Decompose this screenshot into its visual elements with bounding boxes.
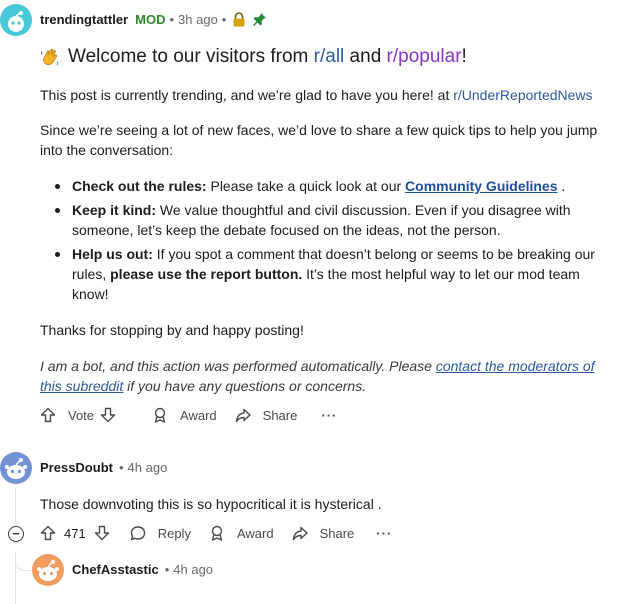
share-label: Share [262, 407, 298, 423]
tip-heading: Help us out: [72, 246, 153, 262]
waving-hand-icon [40, 47, 60, 67]
tip-text: If you spot a comment that doesn’t belong or seems to be breaking our rules, [72, 246, 595, 282]
more-icon: ··· [321, 407, 338, 423]
post-paragraph-1 [40, 85, 610, 105]
thread-line[interactable] [15, 488, 16, 522]
comment-text: Those downvoting this is so hypocritical it is hysterical . [40, 496, 382, 512]
avatar-chefasstastic[interactable] [32, 554, 64, 586]
subreddit-link-all[interactable]: r/all [313, 46, 345, 67]
upvote-icon[interactable] [40, 407, 62, 423]
separator-dot: • [118, 460, 124, 475]
post-author[interactable]: trendingtattler [40, 12, 129, 27]
comment-meta [72, 562, 213, 577]
pin-icon [252, 12, 267, 27]
avatar-trendingtattler[interactable] [0, 4, 32, 36]
award-button[interactable] [152, 407, 217, 423]
separator-dot: • [169, 12, 175, 27]
tip-text: We value thoughtful and civil discussion. Even if you disagree with someone, let’s keep the debate focused on the ideas, not the person. [72, 202, 571, 238]
bot-disclaimer [40, 356, 610, 396]
tip-emphasis: please use the report button. [110, 266, 303, 282]
list-item [72, 176, 612, 196]
award-icon [152, 407, 174, 423]
collapse-icon: − [12, 525, 20, 541]
vote-count: 471 [64, 525, 86, 541]
comment-time: 4h ago [173, 562, 214, 577]
bot-text-end: if you have any questions or concerns. [123, 378, 367, 394]
lock-icon [232, 12, 246, 27]
tips-list [72, 176, 612, 308]
post-title [40, 46, 467, 68]
list-item [72, 244, 612, 304]
downvote-icon[interactable] [100, 407, 122, 423]
comment-meta [40, 460, 167, 475]
paragraph-text: This post is currently trending, and we’re glad to have you here! at [40, 87, 454, 103]
reply-button[interactable] [130, 525, 191, 541]
mod-badge: MOD [135, 12, 166, 27]
share-icon [235, 407, 257, 423]
vote-group [40, 407, 122, 423]
tip-heading: Check out the rules: [72, 178, 207, 194]
subreddit-link-popular[interactable]: r/popular [386, 46, 462, 67]
post-paragraph-2: Since we’re seeing a lot of new faces, we’d love to share a few quick tips to help you jump into the conversation: [40, 122, 598, 158]
comment-author[interactable]: ChefAsstastic [72, 562, 159, 577]
title-and: and [344, 46, 387, 67]
contact-moderators-link[interactable]: contact the moderators of this subreddit [40, 358, 595, 394]
avatar-pressdoubt[interactable] [0, 452, 32, 484]
share-button[interactable] [292, 525, 355, 541]
comment-time: 4h ago [127, 460, 168, 475]
more-options-button[interactable] [376, 526, 392, 541]
comment-action-bar [40, 525, 410, 541]
post-time: 3h ago [178, 12, 218, 27]
post-thanks: Thanks for stopping by and happy posting! [40, 322, 304, 338]
bot-text: I am a bot, and this action was performed automatically. Please [40, 358, 436, 374]
award-icon [209, 525, 231, 541]
reply-icon [130, 525, 152, 541]
subreddit-link-underreportednews[interactable]: r/UnderReportedNews [453, 87, 593, 103]
list-item [72, 200, 612, 240]
award-label: Award [236, 525, 274, 541]
reply-label: Reply [157, 525, 191, 541]
more-icon: ··· [376, 525, 393, 541]
tip-text-end: . [557, 178, 566, 194]
comment-author[interactable]: PressDoubt [40, 460, 113, 475]
award-button[interactable] [209, 525, 274, 541]
post-action-bar [40, 407, 355, 423]
tip-heading: Keep it kind: [72, 202, 157, 218]
more-options-button[interactable] [321, 408, 337, 423]
award-label: Award [180, 407, 217, 423]
title-suffix: ! [461, 46, 467, 67]
share-label: Share [319, 525, 355, 541]
upvote-icon[interactable] [40, 525, 56, 541]
separator-dot: • [221, 12, 227, 27]
tip-text: Please take a quick look at our [206, 178, 406, 194]
tip-text-end: It’s the most helpful way to let our mod team know! [72, 266, 580, 302]
collapse-thread-button[interactable] [8, 526, 24, 542]
community-guidelines-link[interactable]: Community Guidelines [405, 178, 558, 194]
downvote-icon[interactable] [94, 525, 110, 541]
vote-label: Vote [68, 407, 95, 423]
title-text: Welcome to our visitors from [68, 46, 314, 67]
reply-connector [15, 552, 32, 571]
separator-dot: • [164, 562, 170, 577]
share-button[interactable] [235, 407, 298, 423]
post-meta [40, 12, 267, 27]
share-icon [292, 525, 314, 541]
